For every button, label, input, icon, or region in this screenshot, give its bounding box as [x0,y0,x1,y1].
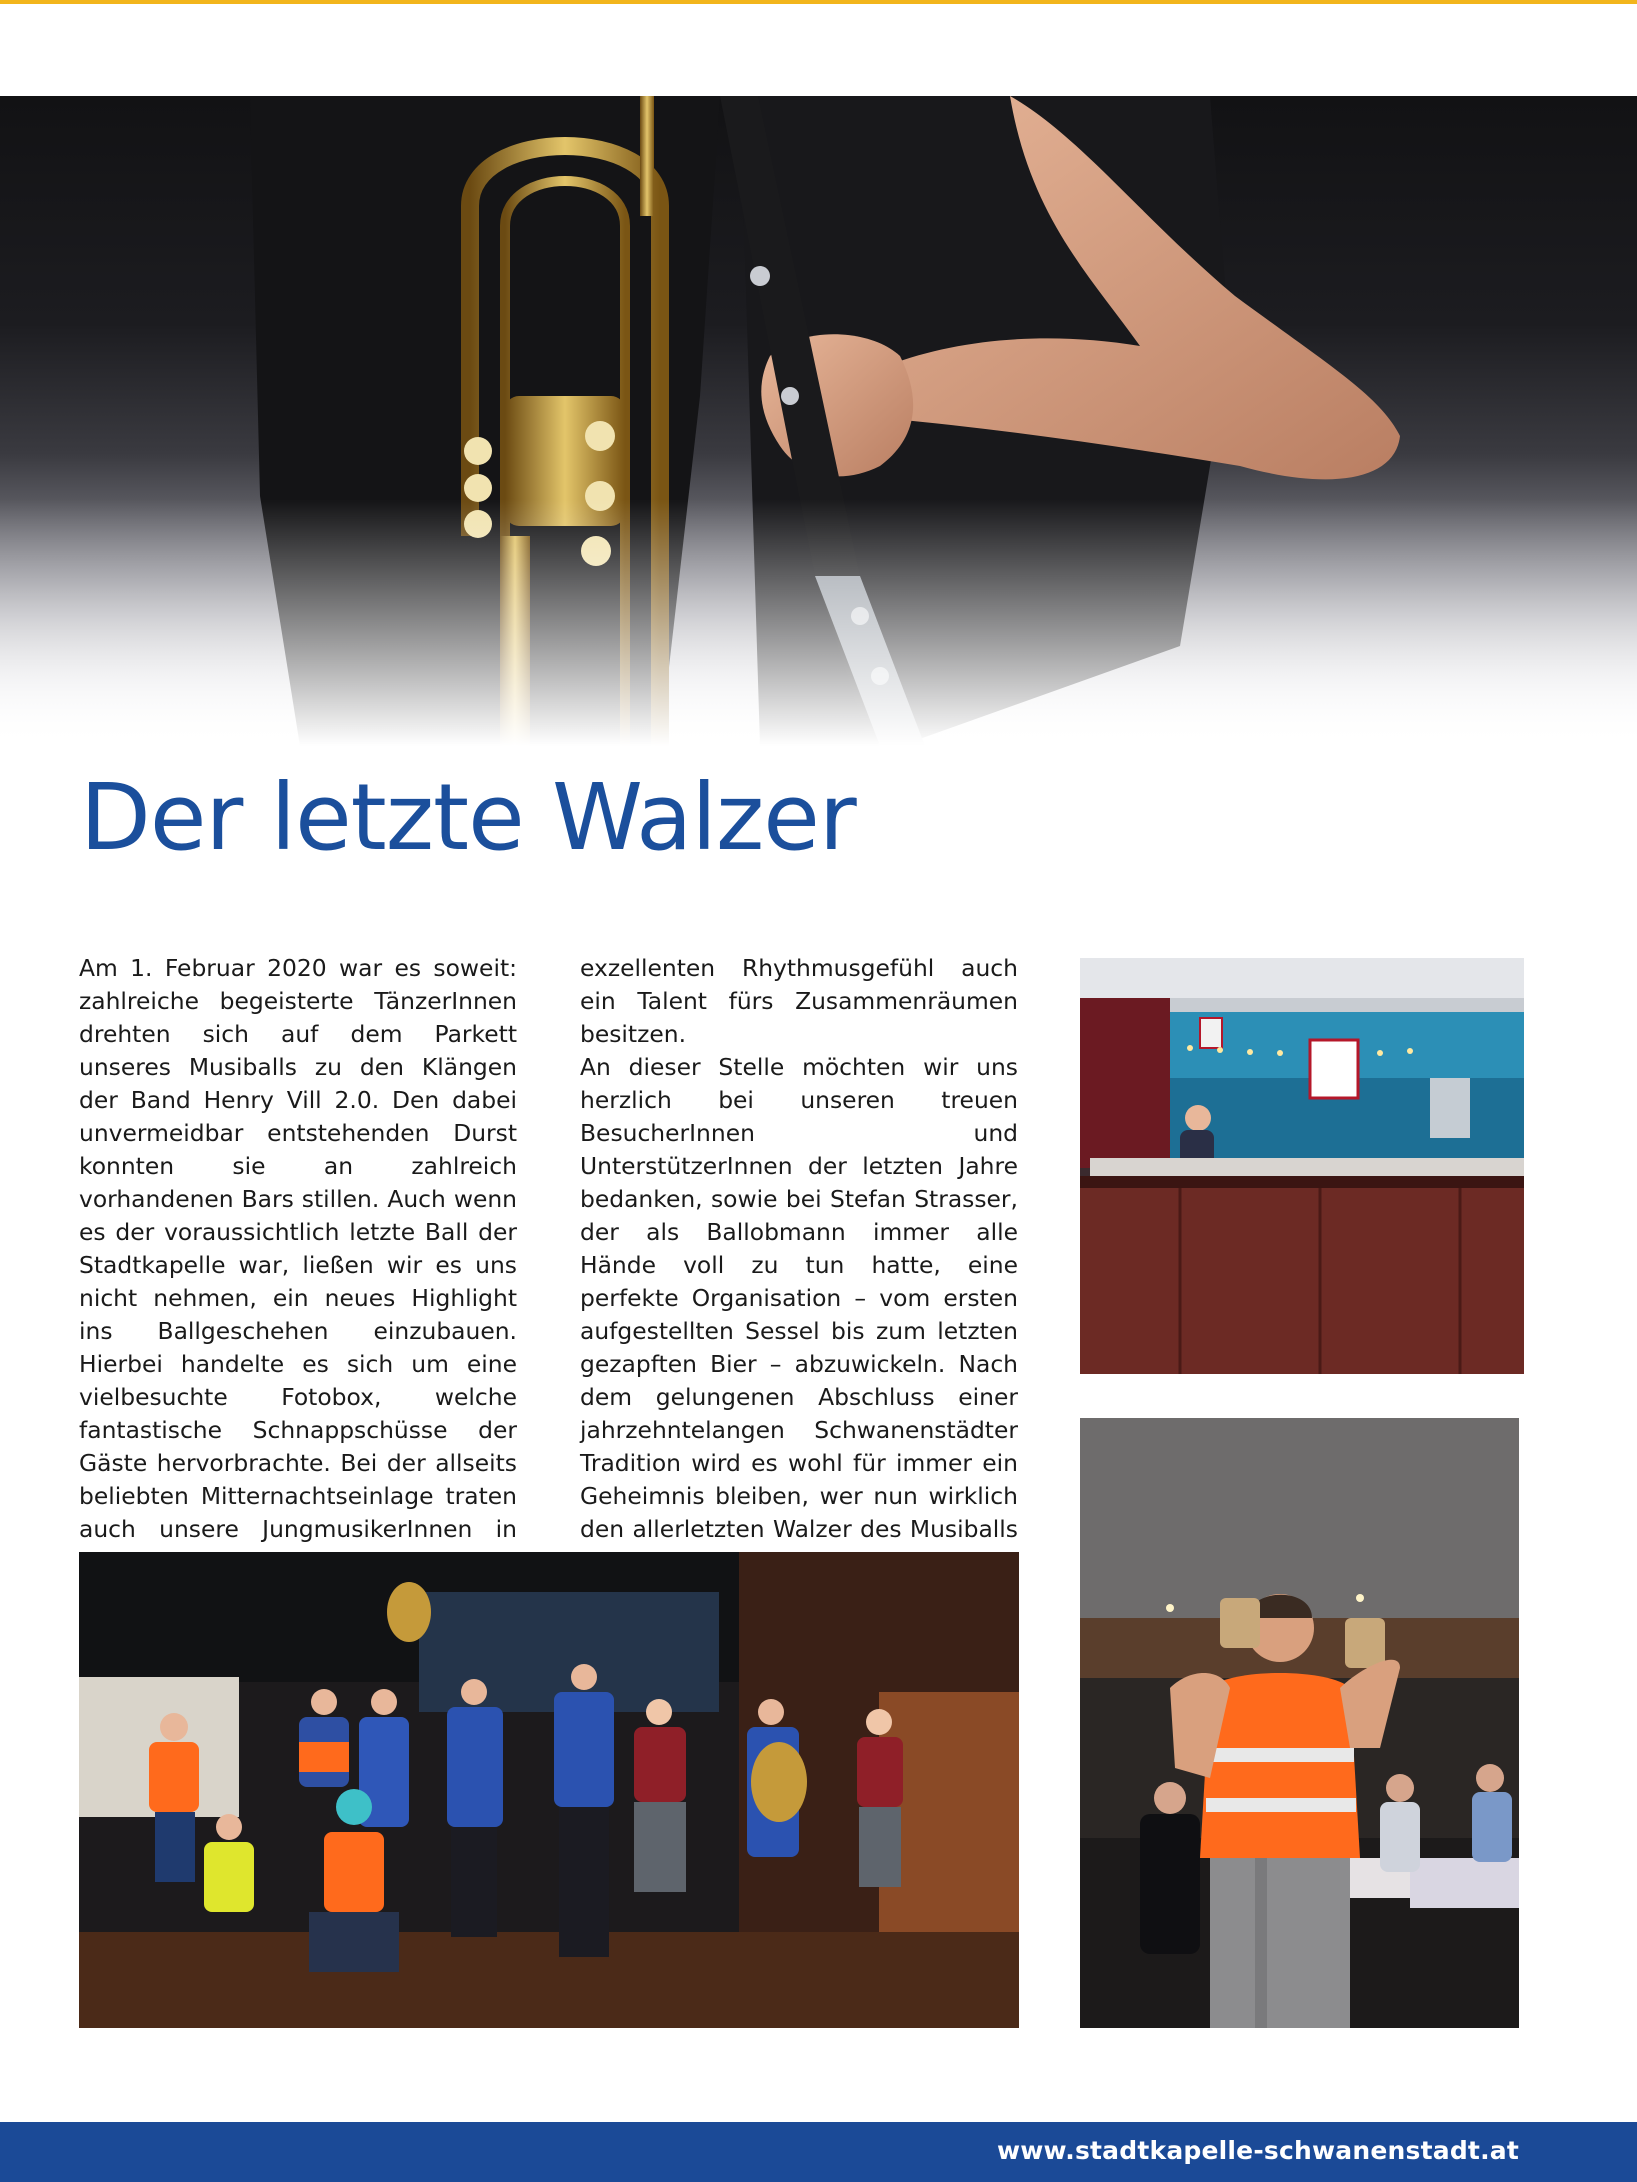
hero-photo-trumpet-clarinet [0,96,1637,746]
article-title: Der letzte Walzer [80,764,856,871]
article-paragraph-3: An dieser Stelle möchten wir uns herzlich bei unseren treuen BesucherInnen und UnterstützerInnen der letzten Jahre bedanken, sowie bei Stefan Strasser, der als Ballobmann immer alle Hände voll zu tun hatte, eine perfekte Organisation – vom ersten aufgestellten Sessel bis zum letzten gezapften Bier – abzuwickeln. Nach dem gelungenen Abschluss einer jahrzehntelangen Schwanenstädter Tradition wird es wohl für immer ein Geheimnis bleiben, wer nun wirklich den allerletzten Walzer des Musiballs [580,1053,1018,1543]
article-column-1 [79,952,517,1612]
article-paragraph-2: exzellenten Rhythmusgefühl auch ein Talent fürs Zusammenräumen besitzen. [580,954,1018,1048]
photo-bar-counter [1080,958,1524,1374]
photo-man-orange-vest [1080,1418,1519,2028]
photo-group-dance-floor [79,1552,1019,2028]
article-column-2 [580,952,1018,1612]
footer-bar [0,2122,1637,2182]
article-paragraph-1: Am 1. Februar 2020 war es soweit: zahlreiche begeisterte TänzerInnen drehten sich auf dem Parkett unseres Musiballs zu den Klängen der Band Henry Vill 2.0. Den dabei unvermeidbar entstehenden Durst konnten sie an zahlreich vorhandenen Bars stillen. Auch wenn es der voraussichtlich letzte Ball der Stadtkapelle war, ließen wir es uns nicht nehmen, ein neues Highlight ins Ballgeschehen einzubauen. Hierbei handelte es sich um eine vielbesuchte Fotobox, welche fantastische Schnappschüsse der Gäste hervorbrachte. Bei der allseits beliebten Mitternachtseinlage traten auch unsere JungmusikerInnen in [79,954,517,1543]
top-accent-rule [0,0,1637,4]
footer-website-url: www.stadtkapelle-schwanenstadt.at [996,2136,1519,2165]
